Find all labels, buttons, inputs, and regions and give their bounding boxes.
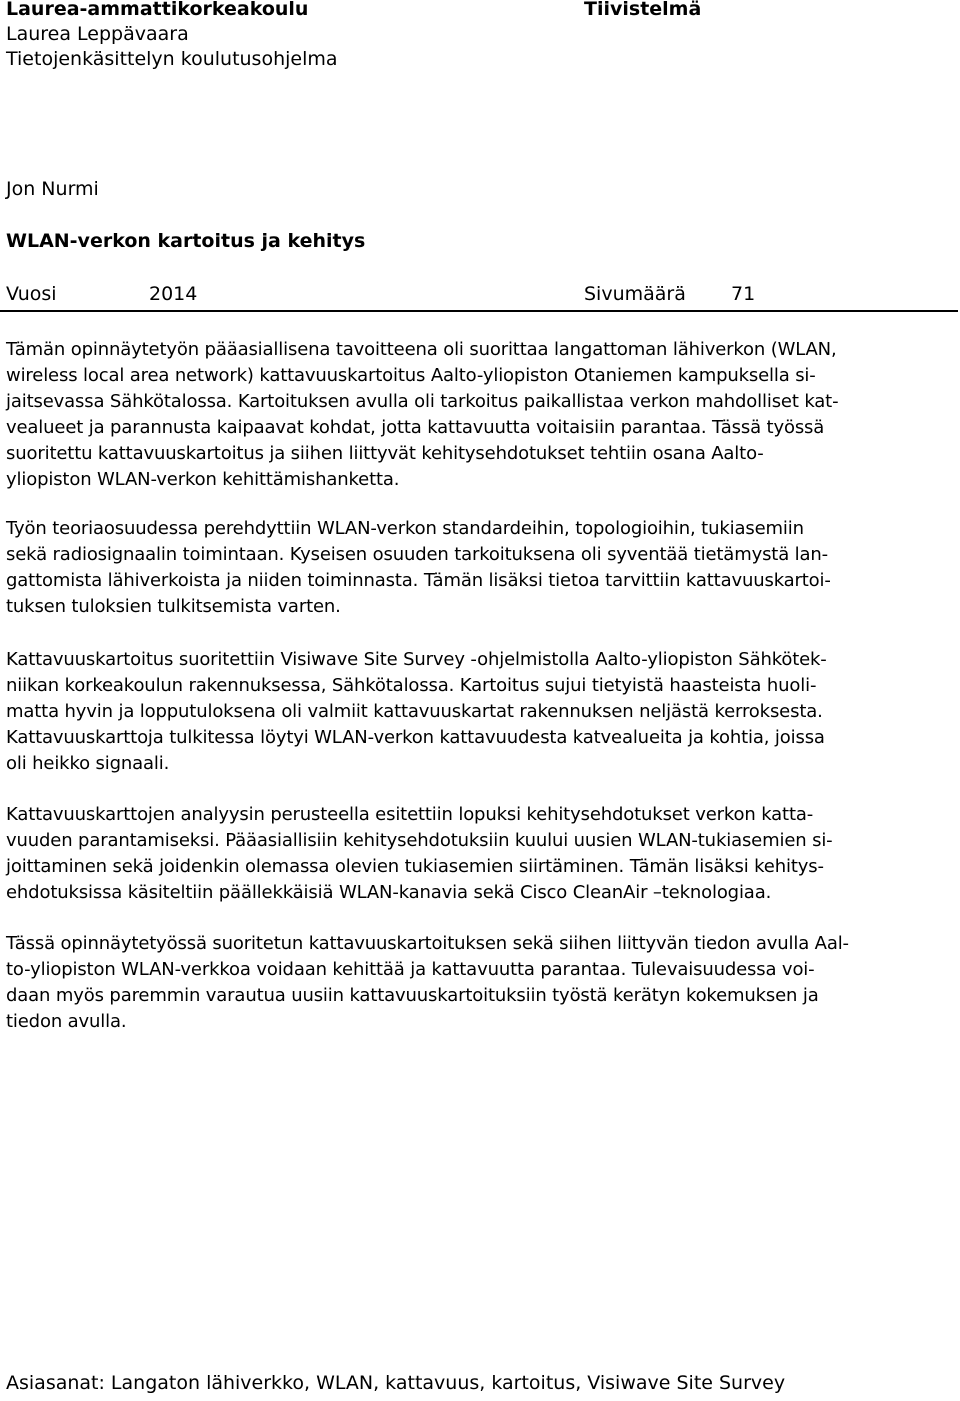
text-line: Kattavuuskarttojen analyysin perusteella esitettiin lopuksi kehitysehdotukset verkon katta- [6,804,814,825]
abstract-paragraph-2 [6,516,831,620]
text-line: oli heikko signaali. [6,753,170,774]
text-line: wireless local area network) kattavuuskartoitus Aalto-yliopiston Otaniemen kampuksella si- [6,365,816,386]
text-line: yliopiston WLAN-verkon kehittämishanketta. [6,469,400,490]
text-line: vuuden parantamiseksi. Pääasiallisiin kehitysehdotuksiin kuului uusien WLAN-tukiasemien si- [6,830,833,851]
page-count-label: Sivumäärä [584,283,686,305]
text-line: tiedon avulla. [6,1011,127,1032]
text-line: jaitsevassa Sähkötalossa. Kartoituksen avulla oli tarkoitus paikallistaa verkon mahdolliset kat- [6,391,839,412]
year-label: Vuosi [6,283,57,305]
campus-name: Laurea Leppävaara [6,23,189,45]
institution-name: Laurea-ammattikorkeakoulu [6,0,309,20]
degree-programme: Tietojenkäsittelyn koulutusohjelma [6,48,338,70]
text-line: gattomista lähiverkoista ja niiden toiminnasta. Tämän lisäksi tietoa tarvittiin kattavuuskartoi- [6,570,831,591]
thesis-title: WLAN-verkon kartoitus ja kehitys [6,230,366,252]
text-line: suoritettu kattavuuskartoitus ja siihen liittyvät kehitysehdotukset tehtiin osana Aalto- [6,443,764,464]
author-name: Jon Nurmi [6,178,99,200]
text-line: joittaminen sekä joidenkin olemassa olevien tukiasemien siirtäminen. Tämän lisäksi kehitys- [6,856,824,877]
text-line: vealueet ja parannusta kaipaavat kohdat, jotta kattavuutta voitaisiin parantaa. Tässä työssä [6,417,825,438]
text-line: Työn teoriaosuudessa perehdyttiin WLAN-verkon standardeihin, topologioihin, tukiasemiin [6,518,804,539]
abstract-paragraph-4 [6,802,833,906]
text-line: to-yliopiston WLAN-verkkoa voidaan kehittää ja kattavuutta parantaa. Tulevaisuudessa voi- [6,959,815,980]
text-line: Kattavuuskartoitus suoritettiin Visiwave Site Survey -ohjelmistolla Aalto-yliopiston Sähkötek- [6,649,827,670]
year-value: 2014 [149,283,198,305]
text-line: matta hyvin ja lopputuloksena oli valmiit kattavuuskartat rakennuksen neljästä kerroksesta. [6,701,823,722]
abstract-paragraph-1 [6,337,838,493]
text-line: ehdotuksissa käsiteltiin päällekkäisiä WLAN-kanavia sekä Cisco CleanAir –teknologiaa. [6,882,772,903]
text-line: daan myös paremmin varautua uusiin kattavuuskartoituksiin työstä kerätyn kokemuksen ja [6,985,819,1006]
text-line: Kattavuuskarttoja tulkitessa löytyi WLAN-verkon kattavuudesta katvealueita ja kohtia, joissa [6,727,825,748]
text-line: Tässä opinnäytetyössä suoritetun kattavuuskartoituksen sekä siihen liittyvän tiedon avulla Aal- [6,933,849,954]
text-line: Tämän opinnäytetyön pääasiallisena tavoitteena oli suorittaa langattoman lähiverkon (WLAN, [6,339,837,360]
document-type-heading: Tiivistelmä [584,0,702,20]
text-line: niikan korkeakoulun rakennuksessa, Sähkötalossa. Kartoitus sujui tietyistä haasteista huoli- [6,675,817,696]
abstract-paragraph-3 [6,647,827,777]
text-line: sekä radiosignaalin toimintaan. Kyseisen osuuden tarkoituksena oli syventää tietämystä lan- [6,544,828,565]
page-count-value: 71 [731,283,756,305]
abstract-paragraph-5 [6,931,849,1035]
keywords: Asiasanat: Langaton lähiverkko, WLAN, kattavuus, kartoitus, Visiwave Site Survey [6,1372,786,1394]
horizontal-divider [0,310,958,312]
text-line: tuksen tuloksien tulkitsemista varten. [6,596,341,617]
